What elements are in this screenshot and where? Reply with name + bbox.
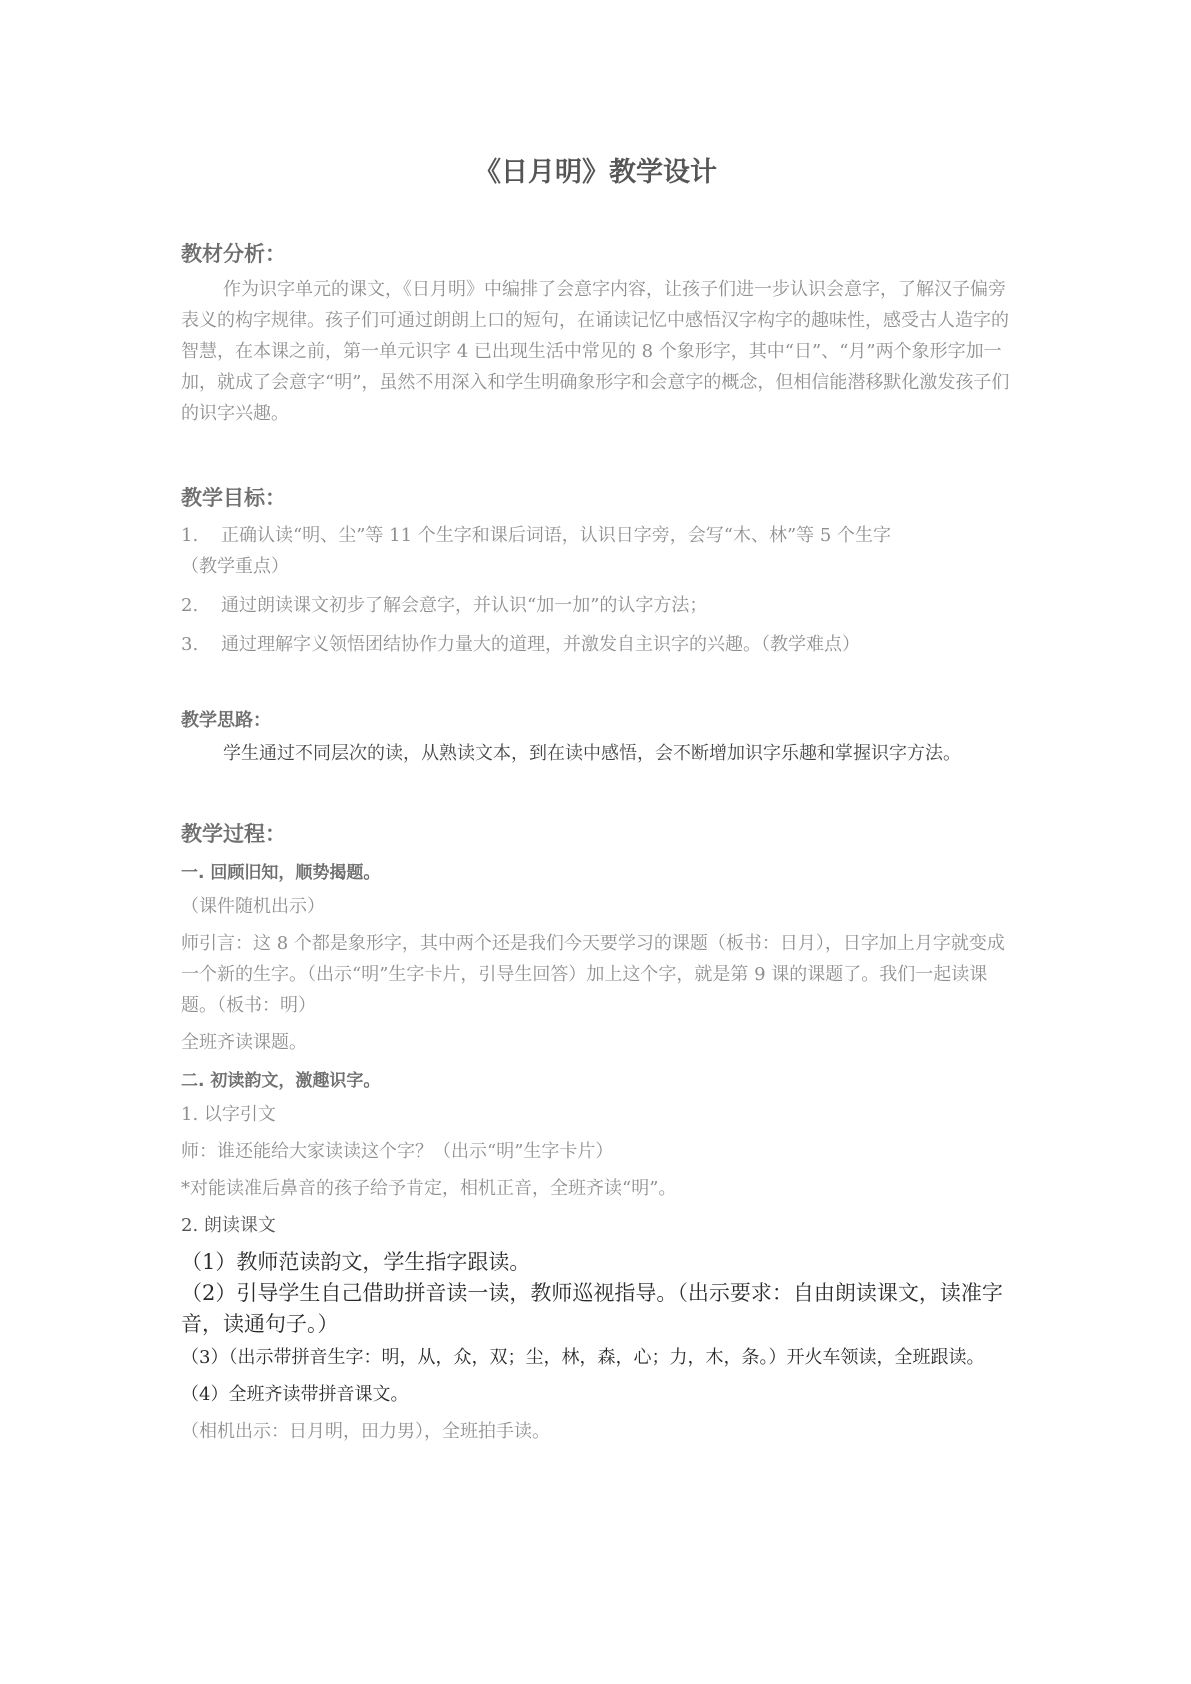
goal-number: 1. [181,525,199,546]
process-line: 1. 以字引文 [181,1104,276,1125]
goals-section [181,482,1011,660]
analysis-heading: 教材分析： [181,242,286,266]
process-line: 师引言：这 8 个都是象形字，其中两个还是我们今天要学习的课题（板书：日月），日字加上月字就变成一个新的生字。（出示“明”生字卡片，引导生回答）加上这个字，就是第 9 课的课题了。我们一起读课题。（板书：明） [181,933,1005,1016]
goal-item [181,590,1011,621]
process-line: （课件随机出示） [181,896,325,917]
process-step-2-title: 二. 初读韵文，激趣识字。 [181,1071,381,1091]
approach-heading: 教学思路： [181,710,271,731]
goal-text: 通过理解字义领悟团结协作力量大的道理，并激发自主识字的兴趣。（教学难点） [221,634,860,655]
process-line: （3）（出示带拼音生字：明，从，众，双；尘，林，森，心；力，木，条。）开火车领读，全班跟读。 [181,1347,985,1368]
process-line: 2. 朗读课文 [181,1215,276,1236]
goal-text: 正确认读“明、尘”等 11 个生字和课后词语，认识日字旁，会写“木、林”等 5 个生字 [221,525,892,546]
analysis-paragraph: 作为识字单元的课文，《日月明》中编排了会意字内容，让孩子们进一步认识会意字，了解汉子偏旁表义的构字规律。孩子们可通过朗朗上口的短句，在诵读记忆中感悟汉字构字的趣味性，感受古人造字的智慧，在本课之前，第一单元识字 4 已出现生活中常见的 8 个象形字，其中“日”、“月”两个象形字加一加，就成了会意字“明”，虽然不用深入和学生明确象形字和会意字的概念，但相信能潜移默化激发孩子们的识字兴趣。 [181,279,1010,424]
goal-item [181,520,1011,551]
document-title: 《日月明》教学设计 [474,157,717,188]
approach-paragraph: 学生通过不同层次的读，从熟读文本，到在读中感悟，会不断增加识字乐趣和掌握识字方法。 [223,743,961,764]
process-line: （1）教师范读韵文，学生指字跟读。 [181,1250,531,1274]
goals-heading: 教学目标： [181,486,286,510]
goal-note: （教学重点） [181,556,289,577]
goal-item [181,629,1011,660]
process-line: （2）引导学生自己借助拼音读一读，教师巡视指导。（出示要求：自由朗读课文，读准字音，读通句子。） [181,1281,1003,1336]
goal-number: 3. [181,634,199,655]
process-section [181,818,1011,1447]
process-line: （4）全班齐读带拼音课文。 [181,1384,409,1405]
approach-section [181,706,1011,769]
process-line: 全班齐读课题。 [181,1032,307,1053]
process-heading: 教学过程： [181,822,286,846]
process-line: 师：谁还能给大家读读这个字？（出示“明”生字卡片） [181,1141,614,1162]
goal-number: 2. [181,595,199,616]
process-line: （相机出示：日月明，田力男），全班拍手读。 [181,1421,550,1442]
goal-text: 通过朗读课文初步了解会意字，并认识“加一加”的认字方法； [221,595,708,616]
analysis-section [181,238,1011,429]
process-line: *对能读准后鼻音的孩子给予肯定，相机正音，全班齐读“明”。 [181,1178,677,1199]
process-step-1-title: 一. 回顾旧知，顺势揭题。 [181,863,381,883]
